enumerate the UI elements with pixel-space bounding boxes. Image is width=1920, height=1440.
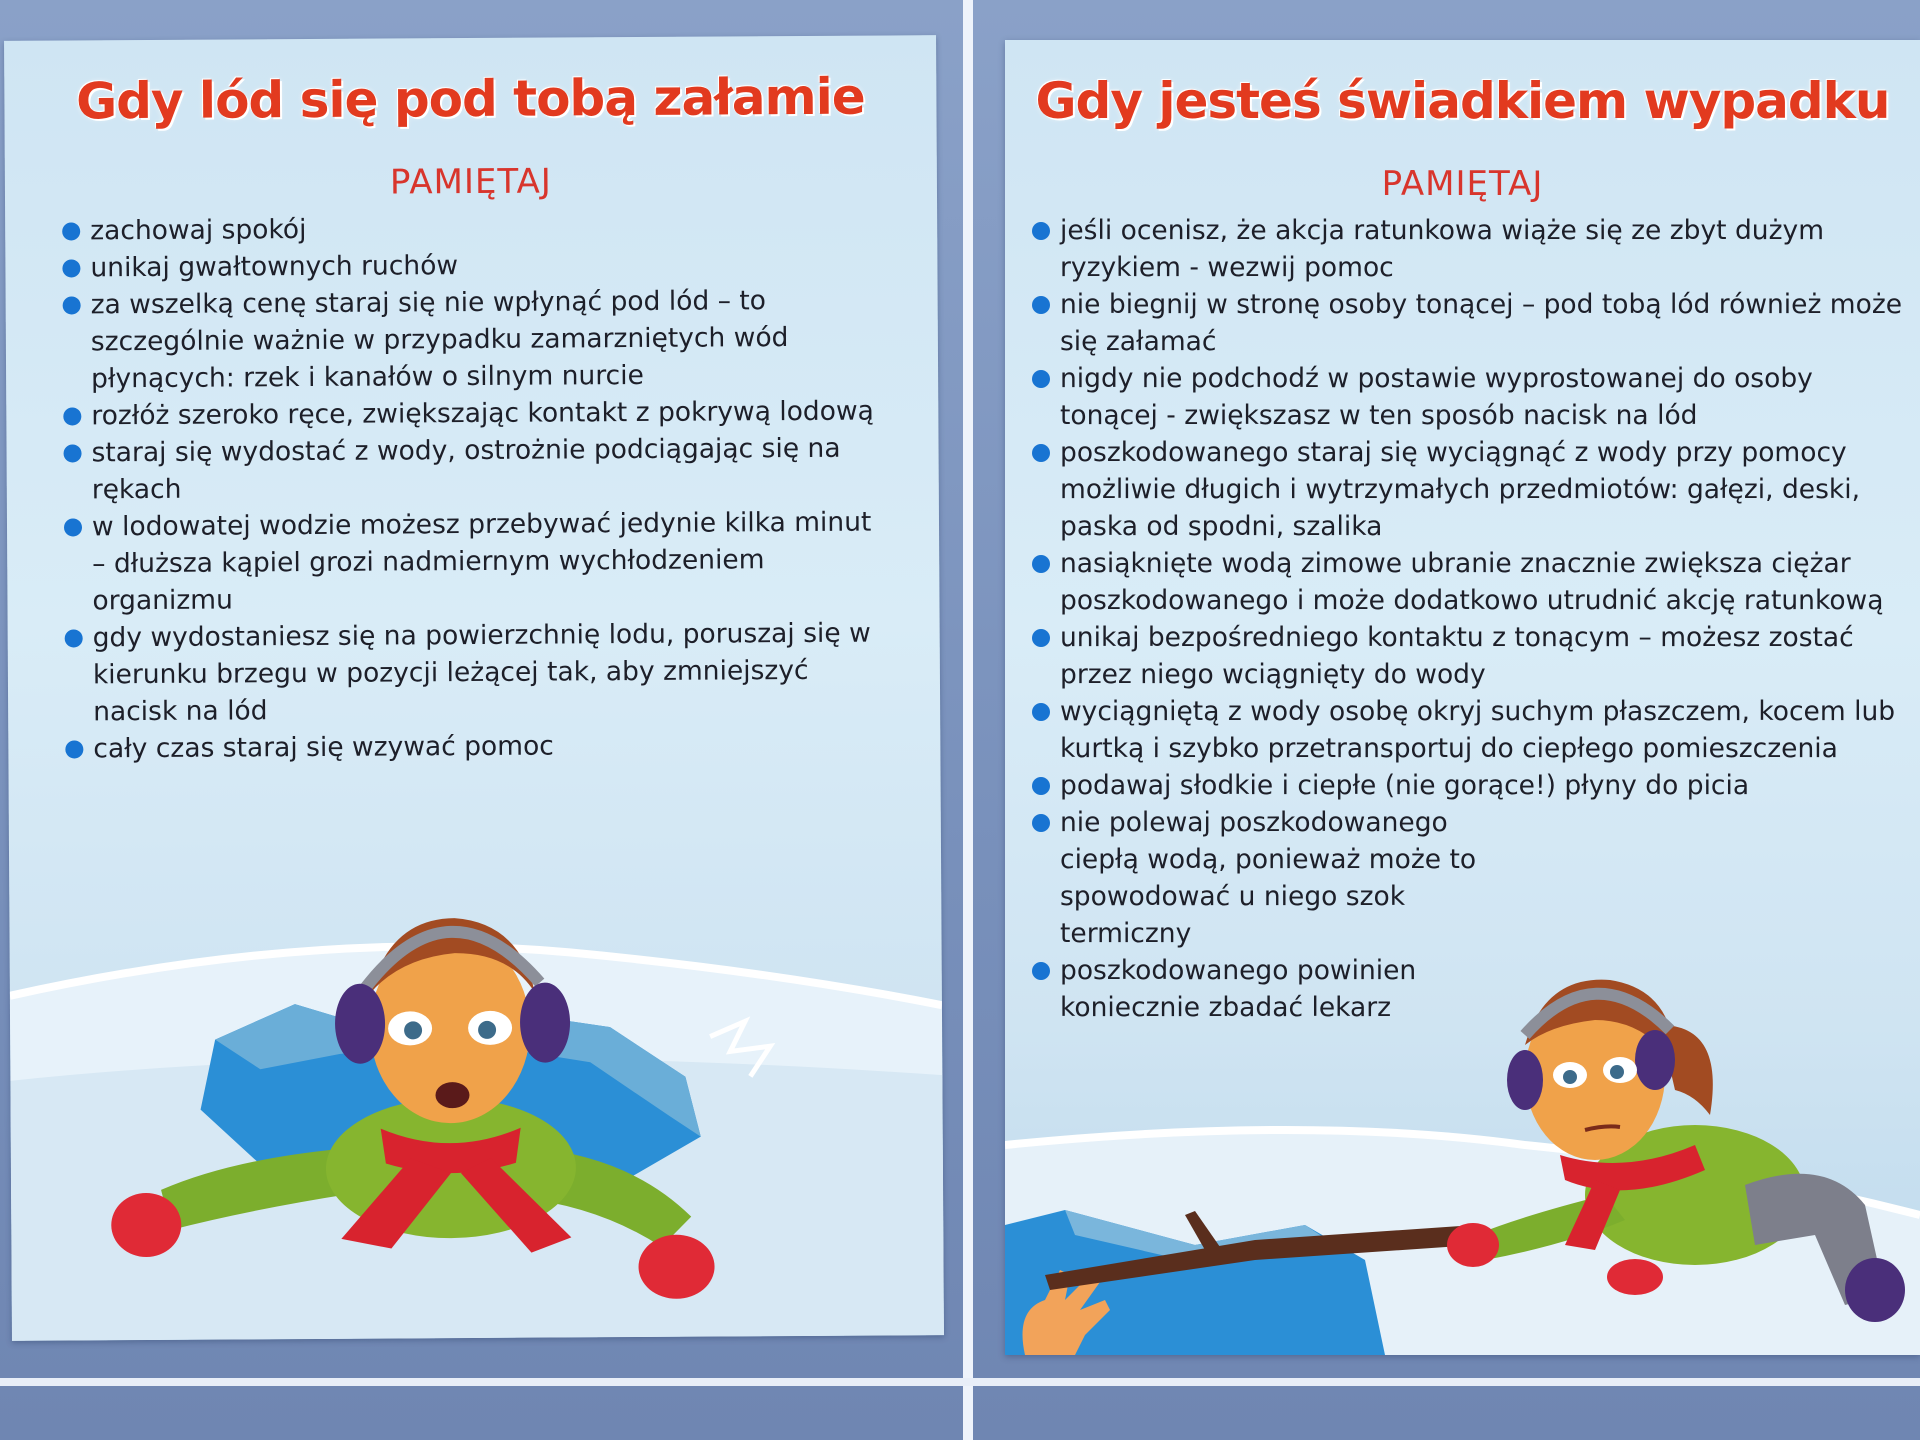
rules-list [1030,212,1915,1026]
list-item: staraj się wydostać z wody, ostrożnie podciągając się na rękach [61,430,881,509]
list-item: nie biegnij w stronę osoby tonącej – pod tobą lód również może się załamać [1030,286,1915,360]
list-item: cały czas staraj się wzywać pomoc [63,726,883,768]
list-item: nie polewaj poszkodowanego ciepłą wodą, ponieważ może to spowodować u niego szok termiczny [1030,804,1520,952]
bullet-icon [1032,703,1050,721]
boy-in-ice-hole-illustration [9,775,944,1341]
list-item: za wszelką cenę staraj się nie wpłynąć pod lód – to szczególnie ważnie w przypadku zamarzniętych wód płynących: rzek i kanałów o silnym nurcie [61,282,882,398]
list-item: unikaj gwałtownych ruchów [60,245,880,287]
bullet-icon [1032,814,1050,832]
list-item: wyciągniętą z wody osobę okryj suchym płaszczem, kocem lub kurtką i szybko przetransportuj do ciepłego pomieszczenia [1030,693,1915,767]
list-item: zachowaj spokój [60,208,880,250]
rescuer-girl-illustration [1005,915,1920,1355]
frame-divider-vertical [963,0,973,1440]
bullet-icon [1032,555,1050,573]
poster-title: Gdy jesteś świadkiem wypadku [1035,72,1890,130]
list-item: poszkodowanego powinien koniecznie zbadać lekarz [1030,952,1520,1026]
bullet-icon [65,629,83,647]
poster-subtitle: PAMIĘTAJ [1381,164,1544,204]
bullet-icon [1032,629,1050,647]
poster-witness-accident [1005,40,1920,1355]
bullet-icon [64,518,82,536]
list-item: unikaj bezpośredniego kontaktu z tonącym – możesz zostać przez niego wciągnięty do wody [1030,619,1915,693]
bullet-icon [1032,777,1050,795]
list-item: poszkodowanego staraj się wyciągnąć z wody przy pomocy możliwie długich i wytrzymałych przedmiotów: gałęzi, deski, paska od spodni, szalika [1030,434,1915,545]
bullet-icon [62,259,80,277]
bullet-icon [1032,444,1050,462]
poster-ice-breaks [4,35,944,1341]
list-item: nigdy nie podchodź w postawie wyprostowanej do osoby tonącej - zwiększasz w ten sposób nacisk na lód [1030,360,1915,434]
rules-list [60,208,883,768]
list-item: w lodowatej wodzie możesz przebywać jedynie kilka minut – dłuższa kąpiel grozi nadmiernym wychłodzeniem organizmu [62,504,883,620]
bullet-icon [62,222,80,240]
list-item: podawaj słodkie i ciepłe (nie gorące!) płyny do picia [1030,767,1915,804]
bullet-icon [64,444,82,462]
bullet-icon [1032,370,1050,388]
poster-title: Gdy lód się pod tobą załamie [75,67,865,131]
list-item: jeśli ocenisz, że akcja ratunkowa wiąże się ze zbyt dużym ryzykiem - wezwij pomoc [1030,212,1915,286]
frame-divider-horizontal [0,1378,1920,1386]
bullet-icon [1032,296,1050,314]
bullet-icon [65,740,83,758]
bullet-icon [1032,222,1050,240]
list-item: gdy wydostaniesz się na powierzchnię lodu, poruszaj się w kierunku brzegu w pozycji leżącej tak, aby zmniejszyć nacisk na lód [63,615,884,731]
bullet-icon [63,407,81,425]
poster-subtitle: PAMIĘTAJ [389,161,552,203]
list-item: rozłóż szeroko ręce, zwiększając kontakt z pokrywą lodową [61,393,881,435]
bullet-icon [63,296,81,314]
list-item: nasiąknięte wodą zimowe ubranie znacznie zwiększa ciężar poszkodowanego i może dodatkowo utrudnić akcję ratunkową [1030,545,1915,619]
